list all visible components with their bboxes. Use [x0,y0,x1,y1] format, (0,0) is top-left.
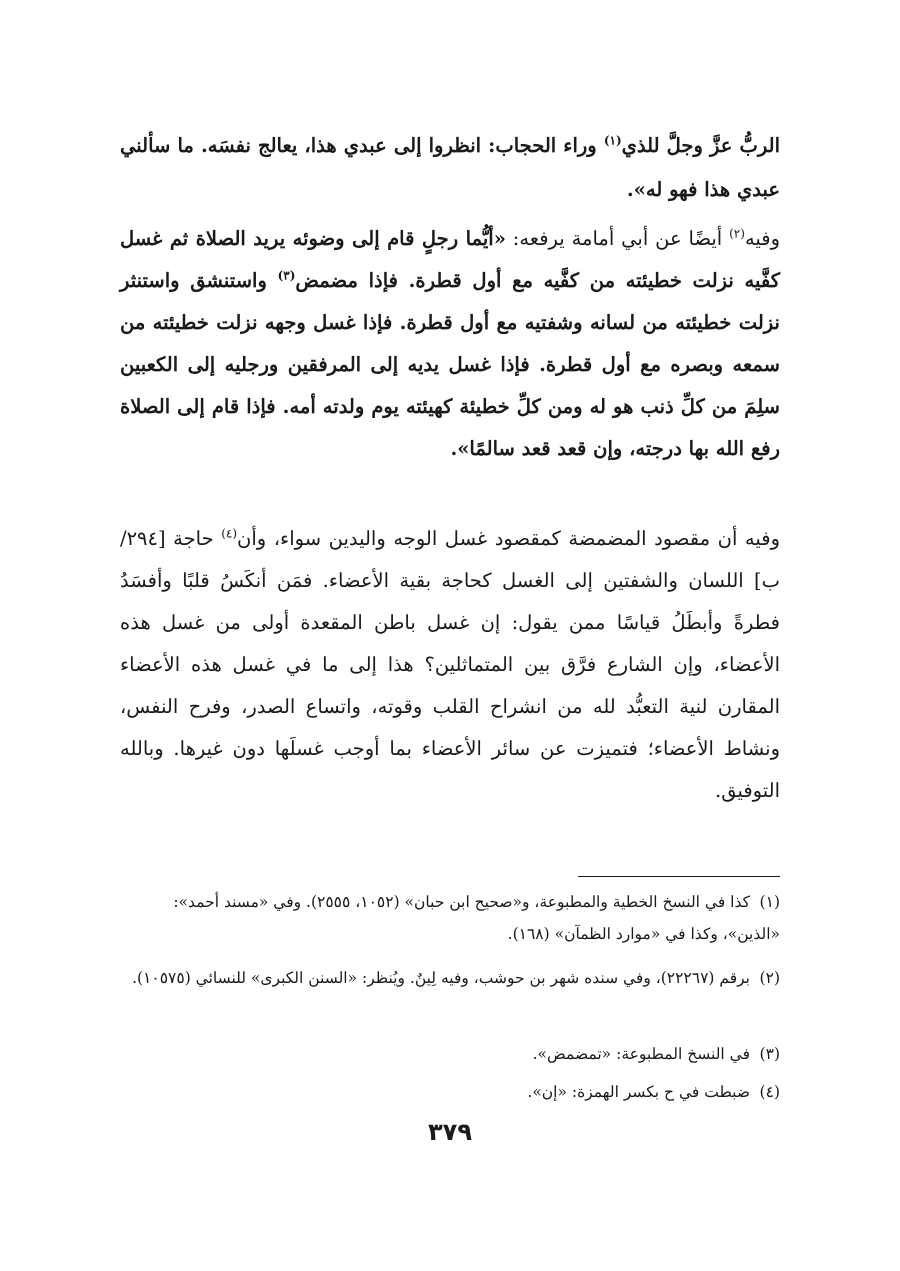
paragraph-1 [120,124,780,212]
footnote-2-number: (٢) [759,969,780,987]
footnote-ref-3[interactable]: (٣) [277,268,296,283]
footnote-4-text: ضبطت في ح بكسر الهمزة: «إن». [527,1083,750,1101]
hadith-quote-a: «أيُّما رجلٍ قام إلى وضوئه يريد الصلاة ثم غسل كفَّيه نزلت خطيئته من كفَّيه مع أول قطرة. فإذا مضمض [120,227,781,292]
footnote-3 [120,1038,780,1070]
paragraph-2 [120,218,780,470]
footnote-2-text: برقم (٢٢٢٦٧)، وفي سنده شهر بن حوشب، وفيه لِينٌ. ويُنظر: «السنن الكبرى» للنسائي (١٠٥٧٥). [132,969,750,987]
paragraph-2-intro-rest: أيضًا عن أبي أمامة يرفعه: [505,227,730,250]
footnote-1 [120,886,780,950]
footnote-ref-2[interactable]: (٢) [729,226,745,241]
footnote-4 [120,1076,780,1108]
paragraph-3 [120,518,780,812]
paragraph-1-text-b: وراء الحجاب: انظروا إلى عبدي هذا، يعالج نفسَه. ما سألني عبدي هذا فهو له». [120,134,780,201]
footnote-2 [120,962,780,994]
paragraph-3-text-b: حاجة [٢٩٤/ب] اللسان والشفتين إلى الغسل كحاجة بقية الأعضاء. فمَن أنكَسُ قلبًا وأفسَدُ فطرةً وأبطَلُ قياسًا ممن يقول: إن غسل باطن المقعدة أولى من غسل هذه الأعضاء، وإن الشارع فرَّق بين المتماثلين؟ هذا إلى ما في غسل هذه الأعضاء المقارن لنية التعبُّد لله من انشراح القلب وقوته، واتساع الصدر، وفرح النفس، ونشاط الأعضاء؛ فتميزت عن سائر الأعضاء بما أوجب غسلَها دون غيرها. وبالله التوفيق. [120,527,780,802]
page-number: ٣٧٩ [428,1118,472,1146]
footnote-4-number: (٤) [759,1083,780,1101]
footnote-1-number: (١) [759,893,780,911]
footnote-ref-4[interactable]: (٤) [221,526,238,541]
paragraph-3-text-a: وفيه أن مقصود المضمضة كمقصود غسل الوجه واليدين سواء، وأن [237,527,780,550]
paragraph-2-intro: وفيه [744,227,781,250]
paragraph-1-text-a: الربُّ عزَّ وجلَّ للذي [621,134,780,157]
footnote-1-text: كذا في النسخ الخطية والمطبوعة، و«صحيح ابن حبان» (١٠٥٢، ٢٥٥٥). وفي «مسند أحمد»: «الذين»، وكذا في «موارد الظمآن» (١٦٨). [173,893,780,943]
footnote-separator [578,876,780,877]
hadith-quote-b: واستنشق واستنثر نزلت خطيئته من لسانه وشفتيه مع أول قطرة. فإذا غسل وجهه نزلت خطيئته من سمعه وبصره مع أول قطرة. فإذا غسل يديه إلى المرفقين ورجليه إلى الكعبين سلِمَ من كلِّ ذنب هو له ومن كلِّ خطيئة كهيئته يوم ولدته أمه. فإذا قام إلى الصلاة رفع الله بها درجته، وإن قعد قعد سالمًا». [120,269,780,460]
footnote-3-number: (٣) [759,1045,780,1063]
footnote-ref-1[interactable]: (١) [603,133,622,148]
footnote-3-text: في النسخ المطبوعة: «تمضمض». [532,1045,750,1063]
